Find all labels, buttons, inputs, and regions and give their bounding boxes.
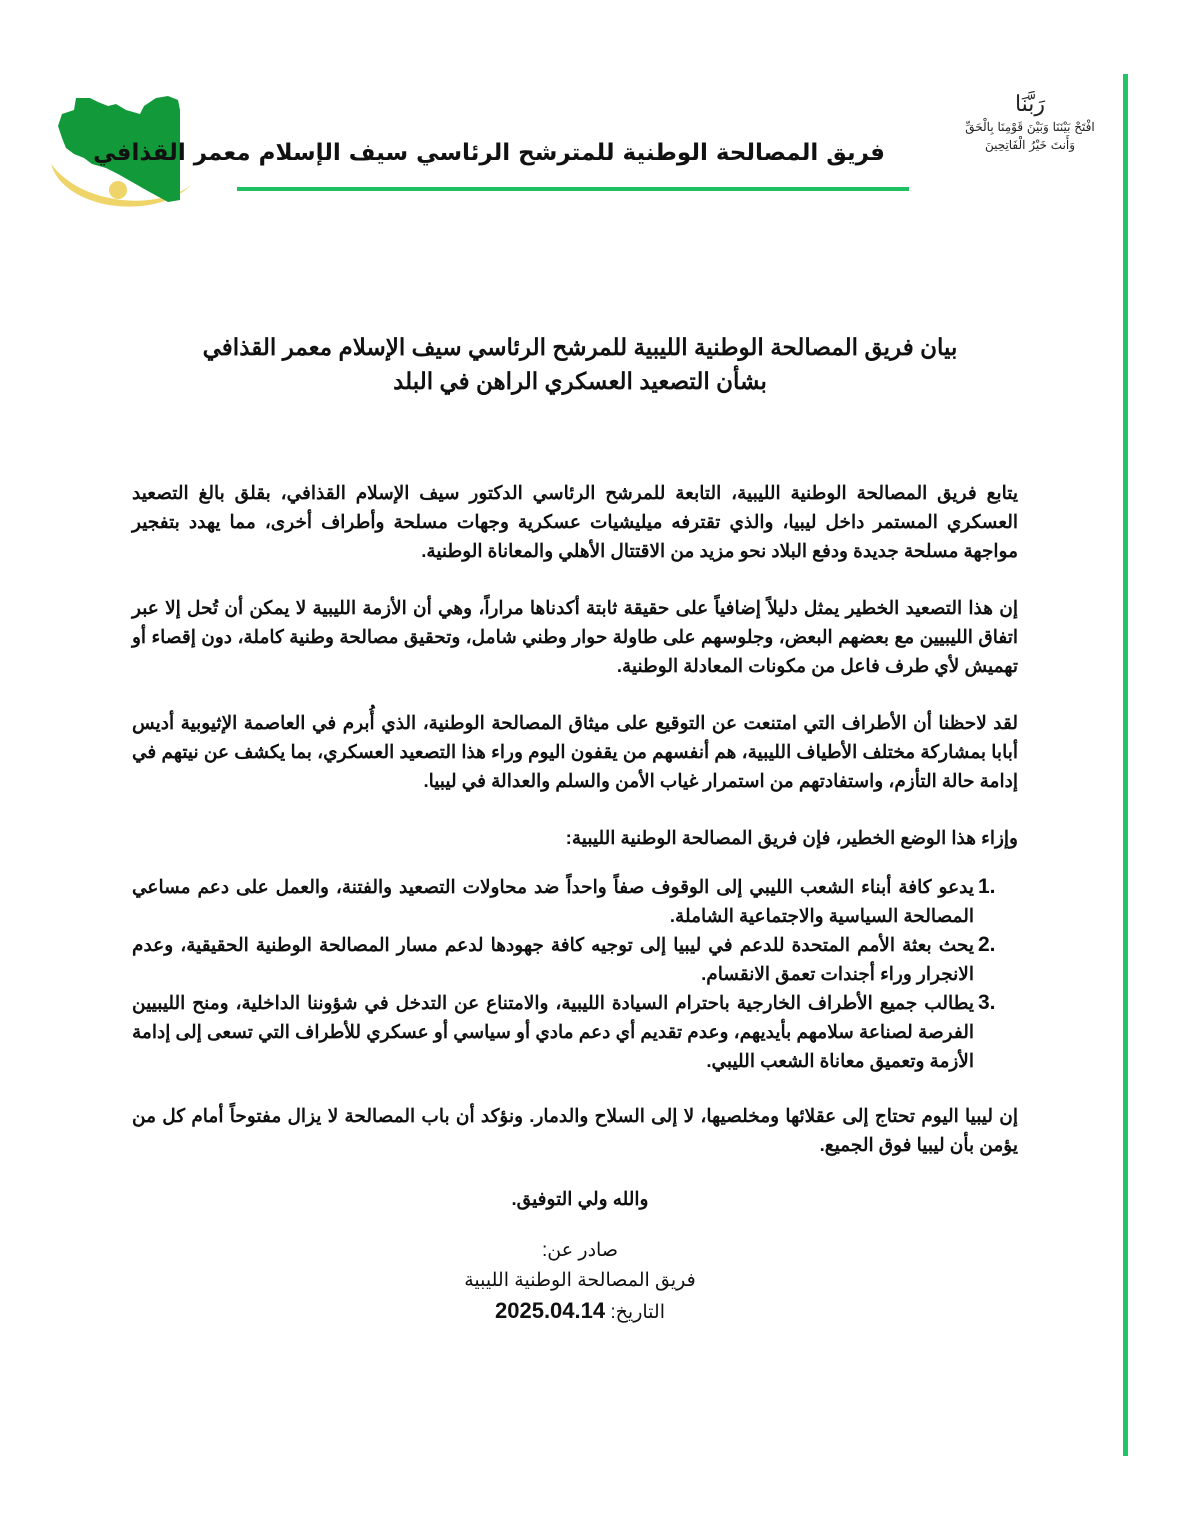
- point-item: [132, 930, 996, 988]
- header-divider: [237, 187, 909, 191]
- verse-line-1: رَبَّنَا: [1014, 92, 1046, 117]
- verse-line-3: وَأَنتَ خَيْرُ الْفَاتِحِينَ: [984, 138, 1076, 152]
- quranic-verse: [960, 92, 1100, 154]
- body-paragraph: يتابع فريق المصالحة الوطنية الليبية، التابعة للمرشح الرئاسي الدكتور سيف الإسلام القذافي، بقلق بالغ التصعيد العسكري المستمر داخل ليبيا، والذي تقترفه ميليشيات عسكرية وجهات مسلحة وأطراف أخرى، مما يهدد بتفجير مواجهة مسلحة جديدة ودفع البلاد نحو مزيد من الاقتتال الأهلي والمعاناة الوطنية.: [132, 482, 1018, 561]
- final-paragraph: إن ليبيا اليوم تحتاج إلى عقلائها ومخلصيها، لا إلى السلاح والدمار. ونؤكد أن باب المصالحة لا يزال مفتوحاً أمام كل من يؤمن بأن ليبيا فوق الجميع.: [132, 1105, 1018, 1155]
- issuer-name: فريق المصالحة الوطنية الليبية: [464, 1270, 696, 1291]
- statement-title-line-2: بشأن التصعيد العسكري الراهن في البلد: [393, 368, 767, 394]
- verse-line-2: افْتَحْ بَيْنَنَا وَبَيْنَ قَوْمِنَا بِالْحَقِّ: [965, 120, 1095, 134]
- issued-by-label: صادر عن:: [542, 1240, 618, 1261]
- date-value: 2025.04.14: [495, 1298, 606, 1323]
- closing-phrase: والله ولي التوفيق.: [511, 1188, 649, 1209]
- point-number: 1.: [978, 875, 996, 898]
- points-list: [132, 872, 1018, 1075]
- statement-title: [160, 330, 1000, 398]
- point-text: يدعو كافة أبناء الشعب الليبي إلى الوقوف صفاً واحداً ضد محاولات التصعيد والفتنة، والعمل على دعم مساعي المصالحة السياسية والاجتماعية الشاملة.: [132, 876, 974, 926]
- point-text: يحث بعثة الأمم المتحدة للدعم في ليبيا إلى توجيه كافة جهودها لدعم مسار المصالحة الوطنية الحقيقية، وعدم الانجرار وراء أجندات تعمق الانقسام.: [132, 934, 974, 984]
- point-text: يطالب جميع الأطراف الخارجية باحترام السيادة الليبية، والامتناع عن التدخل في شؤوننا الداخلية، ومنح الليبيين الفرصة لصناعة سلامهم بأيديهم، وعدم تقديم أي دعم مادي أو سياسي أو عسكري للأطراف التي تسعى إلى إدامة الأزمة وتعميق معاناة الشعب الليبي.: [132, 992, 974, 1071]
- signature-block: [380, 1236, 780, 1328]
- statement-title-line-1: بيان فريق المصالحة الوطنية الليبية للمرشح الرئاسي سيف الإسلام معمر القذافي: [202, 334, 958, 360]
- body-paragraph: إن هذا التصعيد الخطير يمثل دليلاً إضافياً على حقيقة ثابتة أكدناها مراراً، وهي أن الأزمة الليبية لا يمكن أن تُحل إلا عبر اتفاق الليبيين مع بعضهم البعض، وجلوسهم على طاولة حوار وطني شامل، وتحقيق مصالحة وطنية كاملة، دون إقصاء أو تهميش لأي طرف فاعل من مكونات المعادلة الوطنية.: [132, 597, 1018, 676]
- body-paragraph: لقد لاحظنا أن الأطراف التي امتنعت عن التوقيع على ميثاق المصالحة الوطنية، الذي أُبرم في العاصمة الإثيوبية أديس أبابا بمشاركة مختلف الأطياف الليبية، هم أنفسهم من يقفون اليوم وراء هذا التصعيد العسكري، بما يكشف عن نيتهم في إدامة حالة التأزم، واستفادتهم من استمرار غياب الأمن والسلم والعدالة في ليبيا.: [132, 712, 1018, 791]
- point-number: 2.: [978, 933, 996, 956]
- points-intro: وإزاء هذا الوضع الخطير، فإن فريق المصالحة الوطنية الليبية:: [565, 827, 1018, 848]
- point-item: [132, 872, 996, 930]
- side-divider: [1123, 74, 1128, 1456]
- point-number: 3.: [978, 991, 996, 1014]
- statement-body: [132, 478, 1018, 1187]
- team-header-title: فريق المصالحة الوطنية للمترشح الرئاسي سيف الإسلام معمر القذافي: [93, 140, 885, 166]
- date-label: التاريخ:: [610, 1302, 665, 1323]
- point-item: [132, 988, 996, 1075]
- date-line: [380, 1296, 780, 1328]
